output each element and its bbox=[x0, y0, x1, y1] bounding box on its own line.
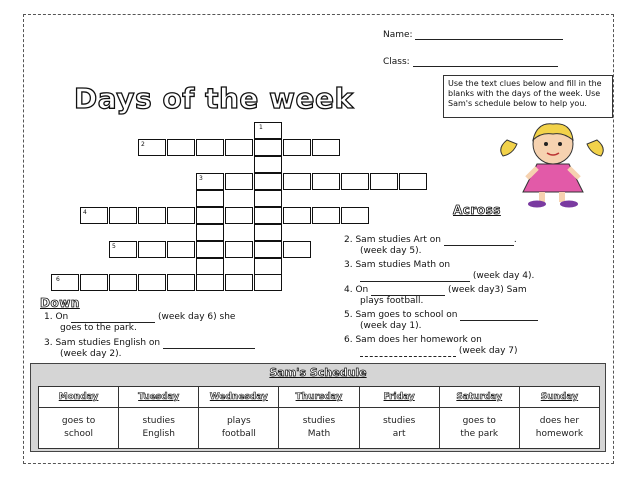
across-clue-3: 3. Sam studies Math on (week day 4). bbox=[344, 260, 535, 281]
crossword-cell[interactable] bbox=[138, 274, 166, 291]
crossword-cell[interactable] bbox=[225, 207, 253, 224]
across-clue-6: 6. Sam does her homework on (week day 7) bbox=[344, 335, 518, 356]
schedule-header-row bbox=[39, 387, 600, 408]
crossword-cell[interactable] bbox=[167, 139, 195, 156]
crossword-cell[interactable] bbox=[196, 274, 224, 291]
crossword-cell[interactable] bbox=[167, 274, 195, 291]
crossword-cell[interactable] bbox=[399, 173, 427, 190]
class-label: Class: bbox=[383, 57, 410, 67]
day-header: Wednesday bbox=[199, 387, 279, 408]
answer-blank[interactable] bbox=[163, 348, 255, 349]
crossword-cell[interactable] bbox=[225, 274, 253, 291]
crossword-cell[interactable] bbox=[225, 139, 253, 156]
crossword-cell[interactable] bbox=[196, 190, 224, 207]
day-header: Sunday bbox=[519, 387, 599, 408]
crossword-cell[interactable] bbox=[283, 241, 311, 258]
down-clue-3: 3. Sam studies English on (week day 2). bbox=[44, 338, 314, 360]
crossword-cell[interactable] bbox=[370, 173, 398, 190]
day-header: Saturday bbox=[439, 387, 519, 408]
crossword-cell[interactable] bbox=[254, 241, 282, 258]
crossword-cell[interactable] bbox=[196, 258, 224, 275]
crossword-cell[interactable] bbox=[254, 274, 282, 291]
activity-cell: studies art bbox=[359, 408, 439, 449]
day-header: Friday bbox=[359, 387, 439, 408]
crossword-cell[interactable] bbox=[167, 241, 195, 258]
answer-blank[interactable] bbox=[360, 281, 470, 282]
crossword-cell[interactable] bbox=[109, 274, 137, 291]
crossword-cell[interactable] bbox=[283, 207, 311, 224]
activity-cell: plays football bbox=[199, 408, 279, 449]
crossword-cell[interactable] bbox=[138, 241, 166, 258]
activity-cell: goes to the park bbox=[439, 408, 519, 449]
across-clue-2: 2. Sam studies Art on . (week day 5). bbox=[344, 235, 517, 256]
crossword-cell[interactable] bbox=[225, 173, 253, 190]
crossword-cell[interactable] bbox=[312, 139, 340, 156]
crossword-number-4: 4 bbox=[83, 209, 87, 216]
down-heading: Down bbox=[40, 296, 80, 310]
page-title: Days of the week bbox=[74, 82, 354, 115]
crossword-cell[interactable] bbox=[254, 207, 282, 224]
crossword-number-2: 2 bbox=[141, 141, 145, 148]
crossword-cell[interactable] bbox=[283, 139, 311, 156]
name-label: Name: bbox=[383, 30, 413, 40]
crossword-cell[interactable] bbox=[167, 207, 195, 224]
down-clue-1: 1. On (week day 6) she goes to the park. bbox=[44, 312, 236, 333]
across-heading: Across bbox=[453, 203, 501, 217]
activity-cell: studies Math bbox=[279, 408, 359, 449]
answer-blank[interactable] bbox=[444, 245, 514, 246]
crossword-cell[interactable] bbox=[254, 156, 282, 173]
crossword-cell[interactable] bbox=[254, 190, 282, 207]
activity-cell: studies English bbox=[119, 408, 199, 449]
crossword-cell[interactable] bbox=[283, 173, 311, 190]
crossword-cell[interactable] bbox=[254, 224, 282, 241]
crossword-cell[interactable] bbox=[312, 173, 340, 190]
crossword-cell[interactable] bbox=[254, 258, 282, 275]
crossword-number-6: 6 bbox=[56, 276, 60, 283]
schedule-table bbox=[38, 386, 600, 449]
crossword-number-5: 5 bbox=[112, 243, 116, 250]
crossword-cell[interactable] bbox=[254, 173, 282, 190]
crossword-number-1: 1 bbox=[259, 124, 263, 131]
day-header: Thursday bbox=[279, 387, 359, 408]
answer-blank[interactable] bbox=[360, 356, 456, 357]
schedule-activity-row bbox=[39, 408, 600, 449]
crossword-cell[interactable] bbox=[80, 274, 108, 291]
crossword-cell[interactable] bbox=[312, 207, 340, 224]
crossword-cell[interactable] bbox=[341, 207, 369, 224]
across-clue-4: 4. On (week day3) Sam plays football. bbox=[344, 285, 527, 306]
crossword-cell[interactable] bbox=[196, 207, 224, 224]
crossword-cell[interactable] bbox=[225, 241, 253, 258]
crossword-cell[interactable] bbox=[196, 224, 224, 241]
crossword-cell[interactable] bbox=[196, 139, 224, 156]
crossword-cell[interactable] bbox=[254, 139, 282, 156]
crossword-cell[interactable] bbox=[138, 207, 166, 224]
crossword-cell[interactable] bbox=[196, 241, 224, 258]
schedule-title: Sam's Schedule bbox=[269, 366, 367, 379]
crossword-cell[interactable] bbox=[109, 207, 137, 224]
across-clue-5: 5. Sam goes to school on (week day 1). bbox=[344, 310, 604, 332]
crossword-number-3: 3 bbox=[199, 175, 203, 182]
instructions-box: Use the text clues below and fill in the blanks with the days of the week. Use Sam's schedule below to help you. bbox=[443, 75, 613, 118]
day-header: Tuesday bbox=[119, 387, 199, 408]
activity-cell: goes to school bbox=[39, 408, 119, 449]
activity-cell: does her homework bbox=[519, 408, 599, 449]
sams-schedule bbox=[30, 363, 606, 452]
day-header: Monday bbox=[39, 387, 119, 408]
answer-blank[interactable] bbox=[460, 320, 538, 321]
crossword-cell[interactable] bbox=[341, 173, 369, 190]
